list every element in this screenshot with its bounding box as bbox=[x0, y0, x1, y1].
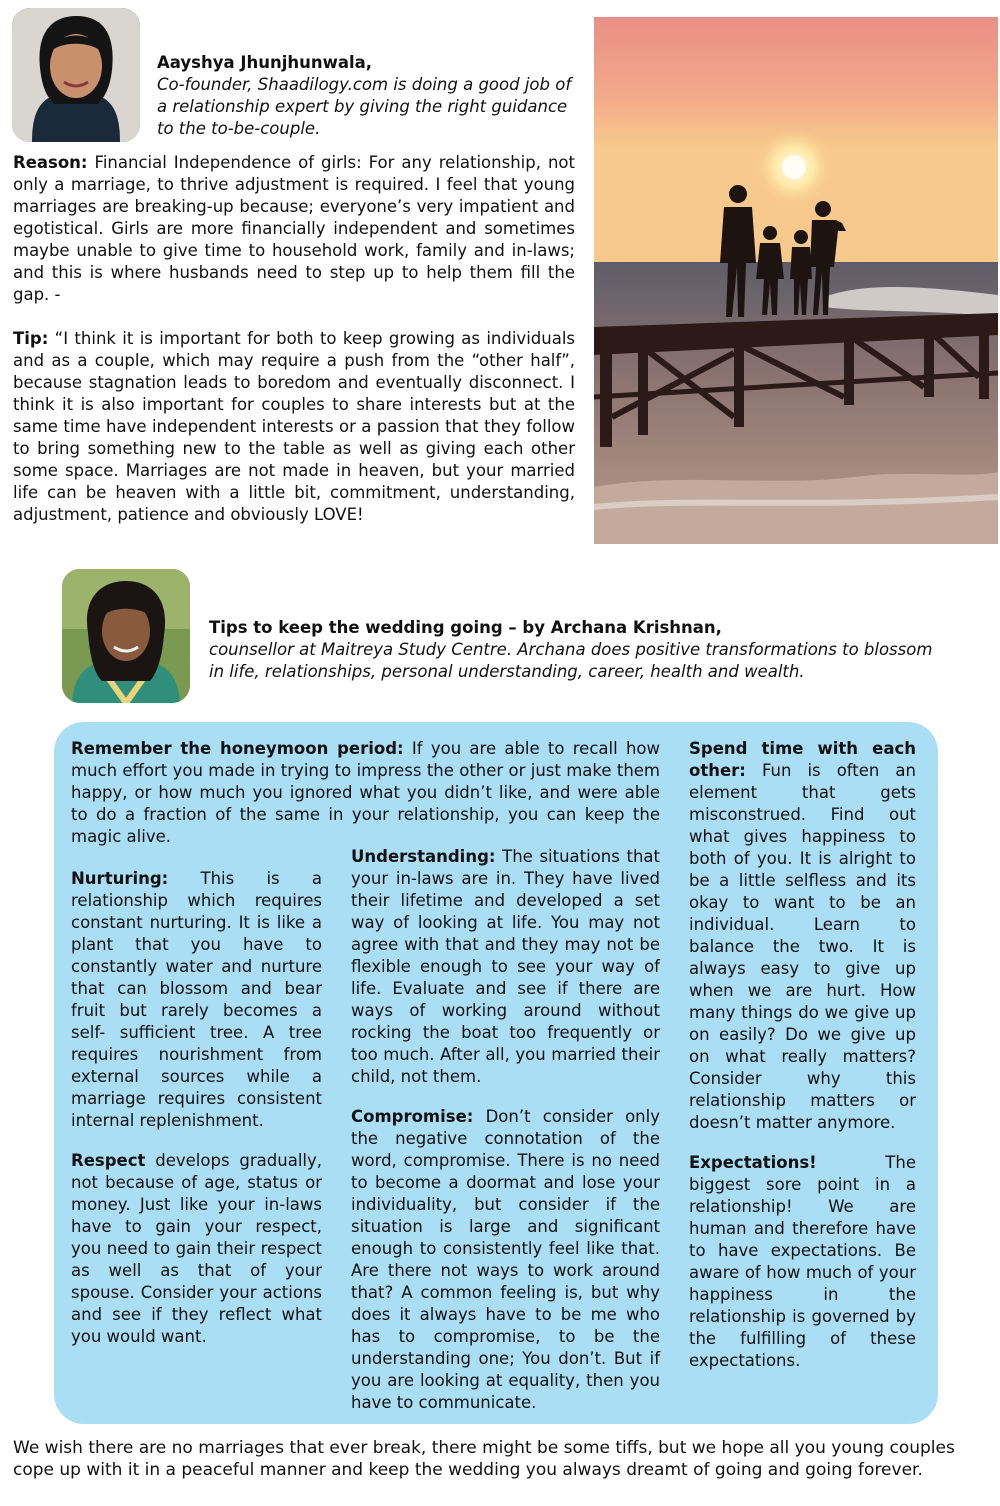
author-photo-archana bbox=[62, 569, 190, 703]
tip-text: “I think it is important for both to keep growing as individuals and as a couple, which may require a push from the “other half”, because stagnation leads to boredom and eventually disconnect. I think it is also important for couples to share interests but at the same time have independent interests or a passion that they follow to bring something new to the table as well as giving each other some space. Marriages are not made in heaven, but your married life can be heaven with a little bit, commitment, understanding, adjustment, patience and obviously LOVE! bbox=[13, 329, 575, 524]
tip-spend-time bbox=[689, 738, 916, 1134]
spend-text: Fun is often an element that gets misconstrued. Find out what gives happiness to both of you. It is alright to be a little selfless and its okay to want to be an individual. Learn to balance the two. It is always easy to give up when we are hurt. How many things do we give up on easily? Do we give up on what really matters? Consider why this relationship matters or doesn’t matter anymore. bbox=[689, 761, 916, 1132]
tips-column-1 bbox=[71, 868, 322, 1366]
compromise-label: Compromise: bbox=[351, 1107, 474, 1126]
tips-column-2 bbox=[351, 846, 660, 1432]
author-byline-archana bbox=[209, 617, 949, 683]
tips-heading: Tips to keep the wedding going – by Archana Krishnan, bbox=[209, 618, 722, 637]
nurturing-text: This is a relationship which requires constant nurturing. It is like a plant that you have to constantly water and nurture that can blossom and bear fruit but rarely becomes a self- sufficient tree. A tree requires nourishment from external sources while a marriage requires consistent internal replenishment. bbox=[71, 869, 322, 1130]
spend-label: Spend time with each other: bbox=[689, 739, 916, 780]
compromise-text: Don’t consider only the negative connotation of the word, compromise. There is no need to become a doormat and lose your individuality, but consider if the situation is large and significant enough to consistently feel like that. Are there not ways to work around that? A common feeling is, but why does it always have to be me who has to compromise, to be the understanding one; You don’t. But if you are looking at equality, then you have to communicate. bbox=[351, 1107, 660, 1412]
understanding-text: The situations that your in-laws are in. They have lived their lifetime and developed a set way of looking at life. You may not agree with that and they may not be flexible enough to see your way of life. Evaluate and see if there are ways of working around without rocking the boat too frequently or too much. After all, you married their child, not them. bbox=[351, 847, 660, 1086]
expectations-label: Expectations! bbox=[689, 1153, 817, 1172]
tip-nurturing bbox=[71, 868, 322, 1132]
honeymoon-label: Remember the honeymoon period: bbox=[71, 739, 404, 758]
tip-label: Tip: bbox=[13, 329, 49, 348]
understanding-label: Understanding: bbox=[351, 847, 496, 866]
tip-paragraph bbox=[13, 328, 575, 526]
sunset-family-pier-image bbox=[594, 17, 998, 544]
author-byline-aayshya bbox=[157, 52, 577, 140]
tip-honeymoon bbox=[71, 738, 660, 848]
tip-respect bbox=[71, 1150, 322, 1348]
author-name: Aayshya Jhunjhunwala, bbox=[157, 53, 373, 72]
honeymoon-text: If you are able to recall how much effort you made in trying to impress the other or just make them happy, or how much you ignored what you didn’t like, and were able to do a fraction of the same in your relationship, you can keep the magic alive. bbox=[71, 739, 660, 846]
author-photo-aayshya bbox=[12, 8, 140, 142]
tips-column-3 bbox=[689, 738, 916, 1390]
author-description: Co-founder, Shaadilogy.com is doing a good job of a relationship expert by giving the right guidance to the to-be-couple. bbox=[157, 75, 572, 138]
tip-understanding bbox=[351, 846, 660, 1088]
reason-label: Reason: bbox=[13, 153, 88, 172]
nurturing-label: Nurturing: bbox=[71, 869, 169, 888]
tip-compromise bbox=[351, 1106, 660, 1414]
reason-text: Financial Independence of girls: For any relationship, not only a marriage, to thrive adjustment is required. I feel that young marriages are breaking-up because; everyone’s very impatient and egotistical. Girls are more financially independent and sometimes maybe unable to give time to household work, family and in-laws; and this is where husbands need to step up to help them fill the gap. - bbox=[13, 153, 575, 304]
closing-paragraph: We wish there are no marriages that ever break, there might be some tiffs, but we hope all you young couples cope up with it in a peaceful manner and keep the wedding you always dreamt of going and going forever. bbox=[13, 1438, 955, 1480]
tip-expectations bbox=[689, 1152, 916, 1372]
respect-label: Respect bbox=[71, 1151, 146, 1170]
respect-text: develops gradually, not because of age, status or money. Just like your in-laws have to gain your respect, you need to gain their respect as well as that of your spouse. Consider your actions and see if they reflect what you would want. bbox=[71, 1151, 322, 1346]
expectations-text: The biggest sore point in a relationship! We are human and therefore have to have expectations. Be aware of how much of your happiness in the relationship is governed by the fulfilling of these expectations. bbox=[689, 1153, 916, 1370]
reason-paragraph bbox=[13, 152, 575, 306]
archana-description: counsellor at Maitreya Study Centre. Archana does positive transformations to blossom in life, relationships, personal understanding, career, health and wealth. bbox=[209, 640, 933, 681]
